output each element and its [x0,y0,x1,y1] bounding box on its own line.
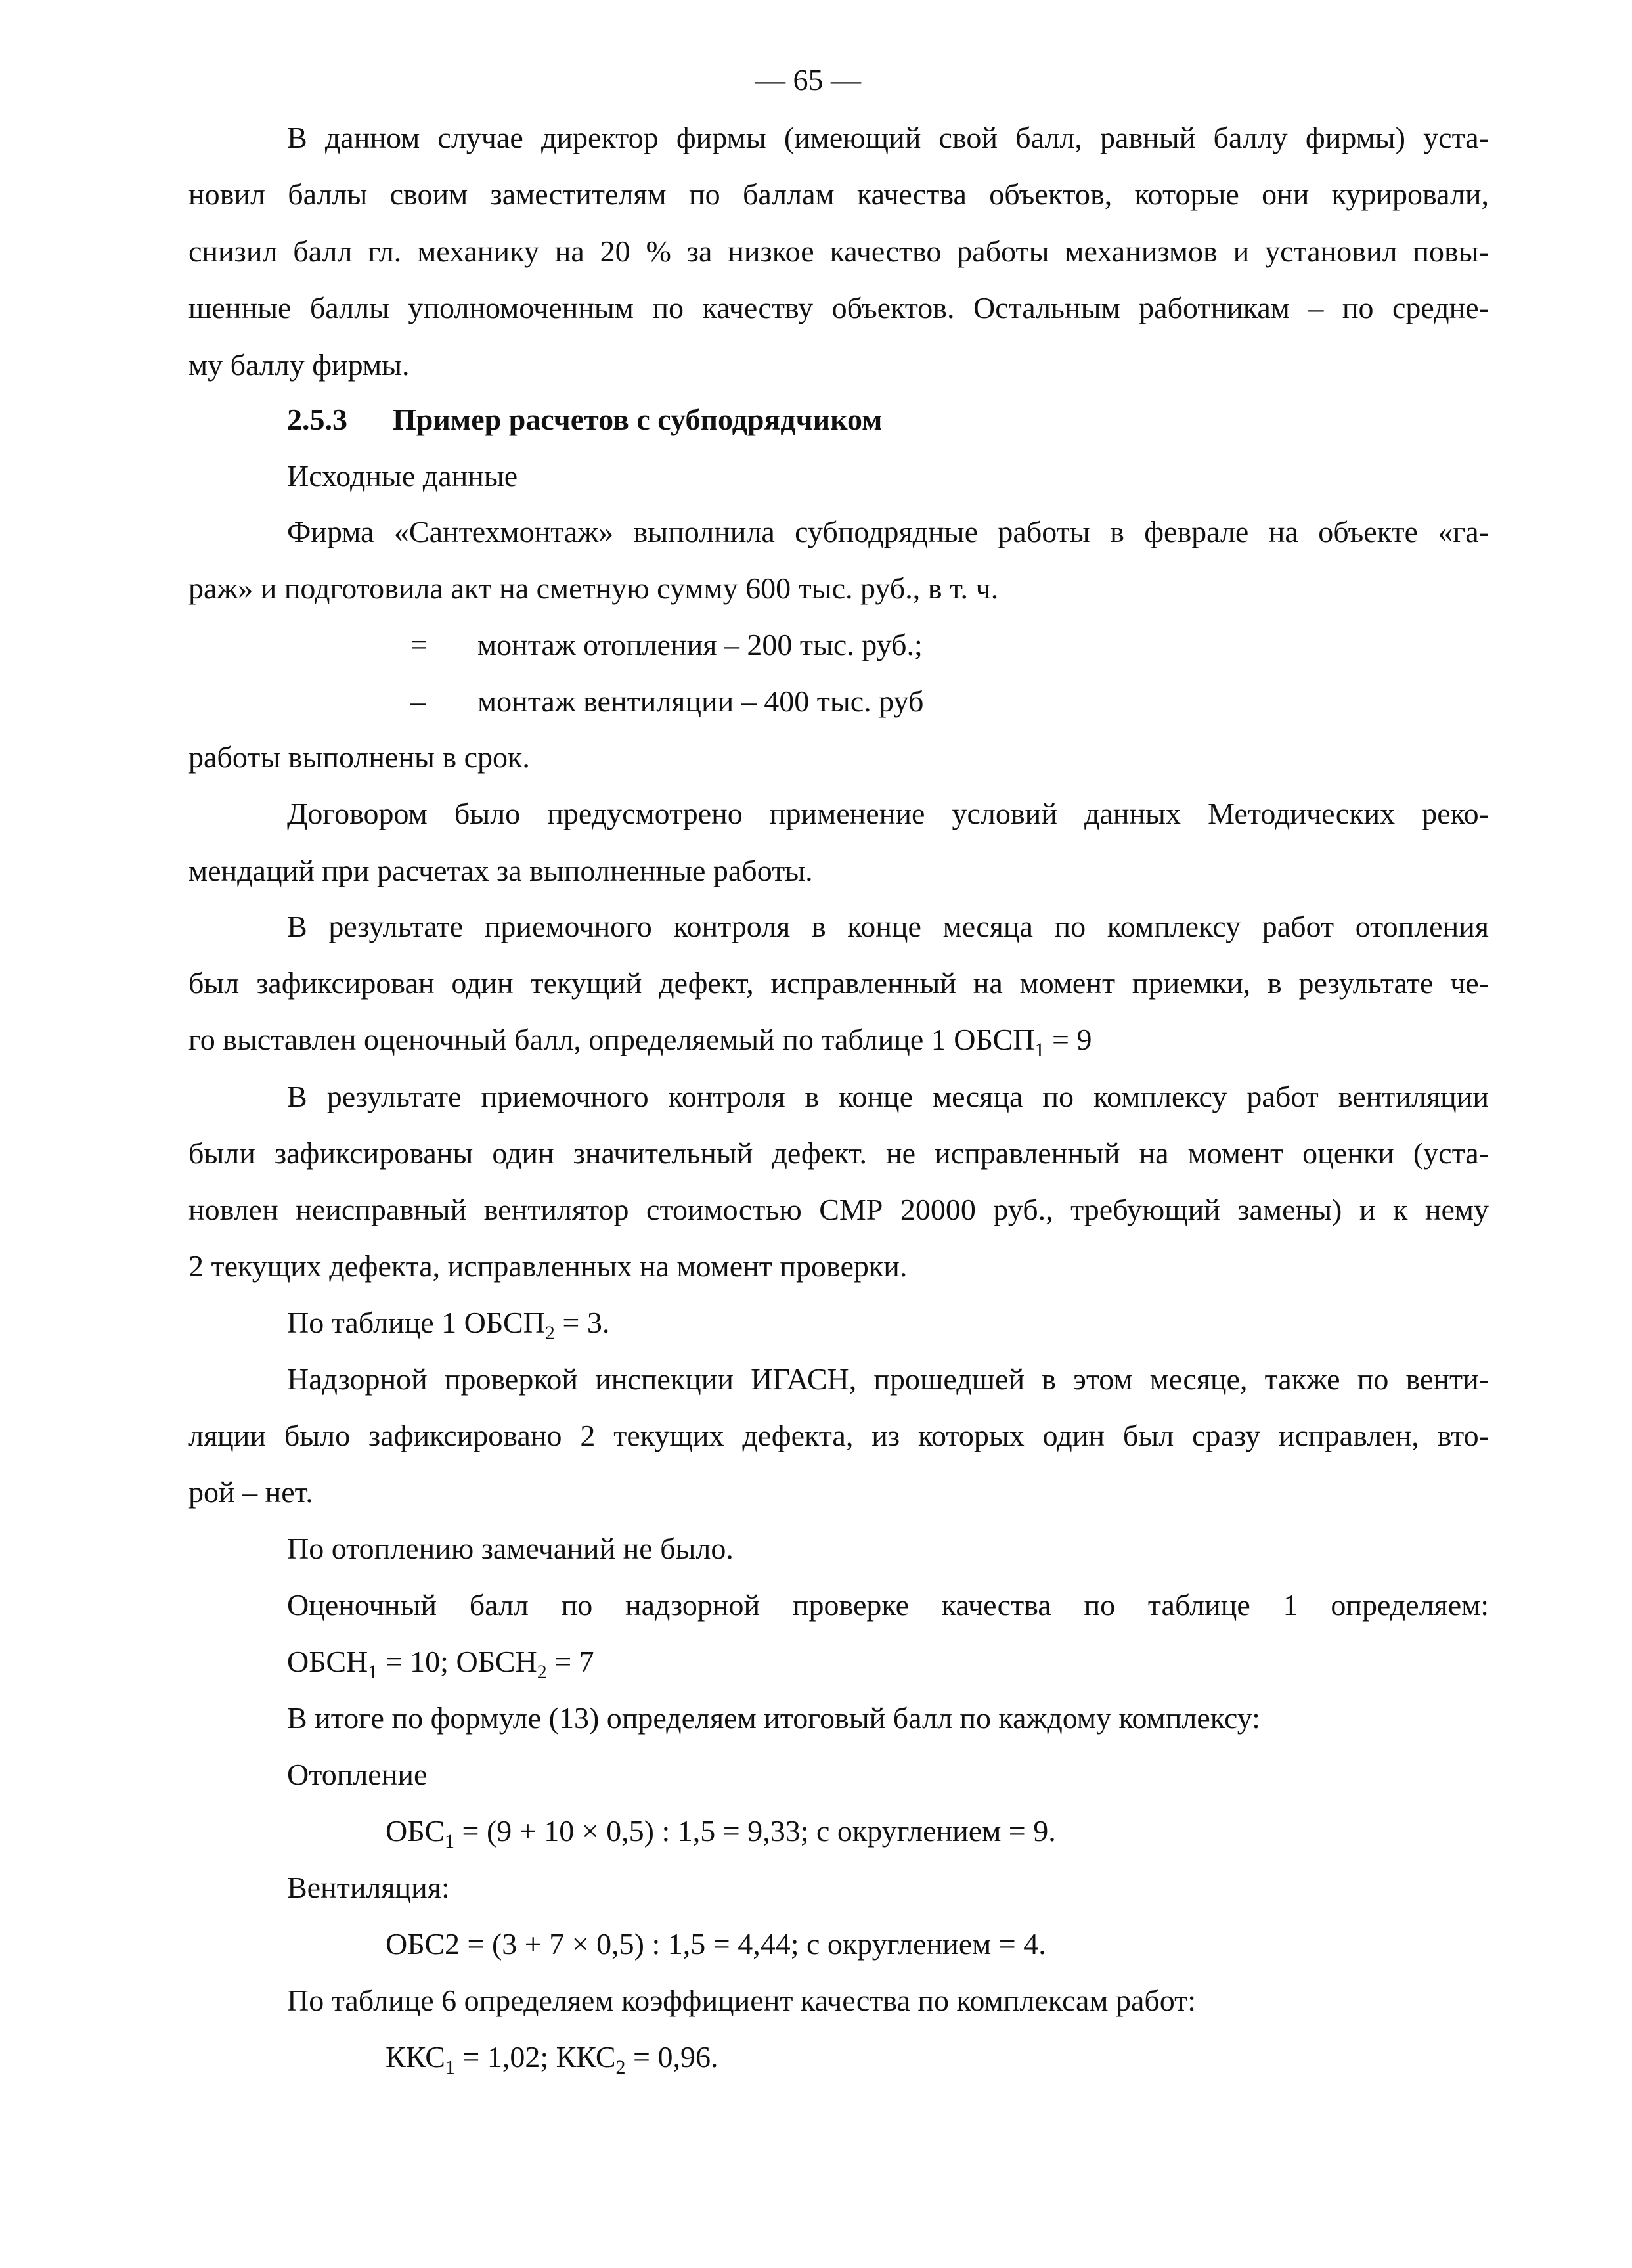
subscript: 1 [445,1831,455,1852]
list-item: монтаж отопления – 200 тыс. руб.; [477,628,923,661]
section-number: 2.5.3 [287,403,347,436]
ventilation-formula: ОБС2 = (3 + 7 × 0,5) : 1,5 = 4,44; с округлением = 4. [386,1927,1046,1961]
paragraph-line: По отоплению замечаний не было. [287,1532,734,1565]
list-item: монтаж вентиляции – 400 тыс. руб [477,684,924,718]
source-data-label: Исходные данные [287,459,518,493]
text-fragment: = (9 + 10 × 0,5) : 1,5 = 9,33; с округлением = 9. [454,1814,1056,1848]
list-bullet: – [410,684,426,718]
paragraph-line [287,1642,594,1685]
subscript: 1 [1034,1039,1045,1061]
paragraph-line: Договором было предусмотрено применение условий данных Методических реко- [287,797,1489,830]
paragraph-line: В итоге по формуле (13) определяем итоговый балл по каждому комплексу: [287,1701,1260,1735]
section-title: Пример расчетов с субподрядчиком [393,403,883,436]
text-fragment: = 7 [546,1645,594,1678]
paragraph-line: Надзорной проверкой инспекции ИГАСН, прошедшей в этом месяце, также по венти- [287,1362,1489,1396]
subscript: 1 [368,1661,378,1683]
paragraph-line: работы выполнены в срок. [188,740,530,774]
paragraph-line: шенные баллы уполномоченным по качеству объектов. Остальным работникам – по средне- [188,291,1489,324]
paragraph-line: ляции было зафиксировано 2 текущих дефекта, из которых один был сразу исправлен, вто- [188,1419,1489,1452]
text-fragment: го выставлен оценочный балл, определяемый по таблице 1 ОБСП [188,1023,1035,1056]
subscript: 2 [537,1661,547,1683]
paragraph-line: В результате приемочного контроля в конце месяца по комплексу работ вентиляции [287,1080,1489,1113]
text-fragment: = 10; ОБСН [378,1645,537,1678]
paragraph-line: Фирма «Сантехмонтаж» выполнила субподрядные работы в феврале на объекте «га- [287,515,1489,548]
paragraph-line: снизил балл гл. механику на 20 % за низкое качество работы механизмов и установил повы- [188,234,1489,268]
paragraph-line: В данном случае директор фирмы (имеющий свой балл, равный баллу фирмы) уста- [287,121,1489,154]
text-fragment: = 3. [554,1306,610,1339]
text-fragment: ККС [386,2040,445,2074]
paragraph-line: му баллу фирмы. [188,348,410,382]
paragraph-line: раж» и подготовила акт на сметную сумму 600 тыс. руб., в т. ч. [188,571,999,605]
text-fragment: ОБС [386,1814,445,1848]
paragraph-line: был зафиксирован один текущий дефект, исправленный на момент приемки, в результате че- [188,966,1489,1000]
paragraph-line: новлен неисправный вентилятор стоимостью СМР 20000 руб., требующий замены) и к нему [188,1193,1489,1226]
text-fragment: = 1,02; ККС [454,2040,616,2074]
paragraph-line [188,1020,1092,1063]
kks-formula [386,2037,718,2081]
page-number: — 65 — [755,63,861,97]
text-fragment: = 9 [1044,1023,1092,1056]
paragraph-line: По таблице 6 определяем коэффициент качества по комплексам работ: [287,1984,1197,2017]
heating-formula [386,1812,1056,1855]
text-fragment: = 0,96. [625,2040,718,2074]
paragraph-line [287,1303,609,1346]
list-bullet: = [410,628,428,661]
paragraph-line: В результате приемочного контроля в конце месяца по комплексу работ отопления [287,910,1489,943]
subscript: 2 [615,2057,626,2078]
paragraph-line: Оценочный балл по надзорной проверке качества по таблице 1 определяем: [287,1588,1489,1622]
text-fragment: ОБСН [287,1645,368,1678]
paragraph-line: рой – нет. [188,1475,313,1509]
paragraph-line: 2 текущих дефекта, исправленных на момент проверки. [188,1249,908,1283]
subscript: 2 [544,1322,555,1344]
heating-label: Отопление [287,1758,428,1791]
ventilation-label: Вентиляция: [287,1871,450,1904]
text-fragment: По таблице 1 ОБСП [287,1306,545,1339]
paragraph-line: новил баллы своим заместителям по баллам качества объектов, которые они курировали, [188,177,1489,211]
paragraph-line: были зафиксированы один значительный дефект. не исправленный на момент оценки (уста- [188,1136,1489,1170]
subscript: 1 [445,2057,455,2078]
paragraph-line: мендаций при расчетах за выполненные работы. [188,854,813,887]
